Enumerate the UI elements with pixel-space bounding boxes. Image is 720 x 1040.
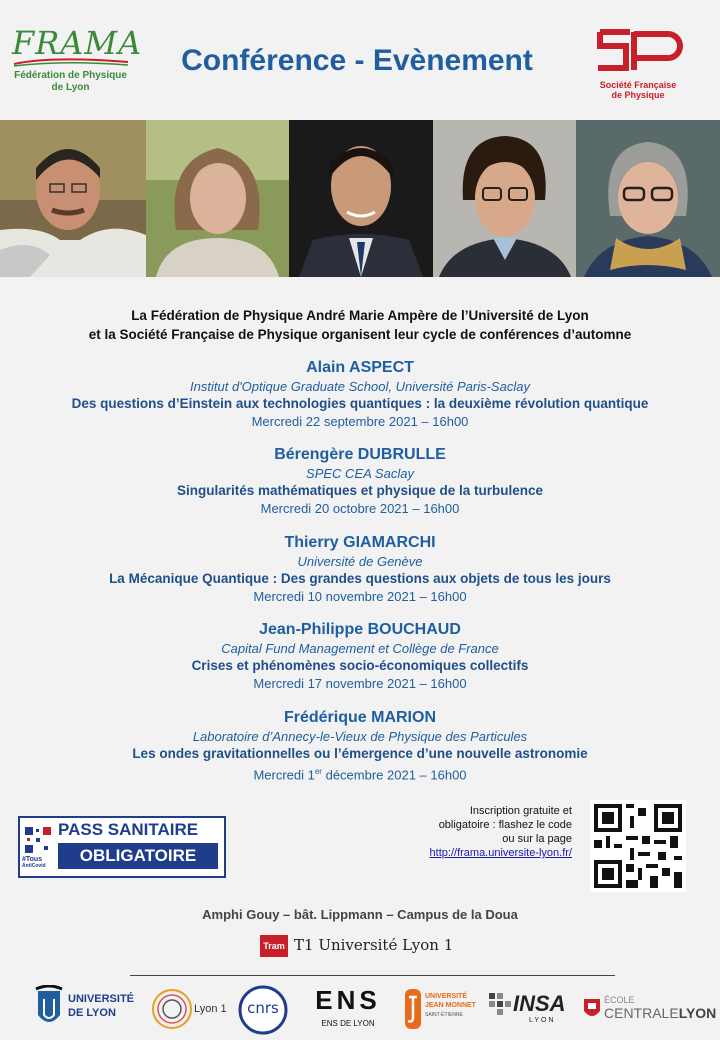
- speaker-photo-aspect: [0, 120, 146, 277]
- speaker-name: Jean-Philippe BOUCHAUD: [259, 621, 461, 638]
- insa-lyon-logo: INSA LYON: [487, 985, 571, 1035]
- sfp-logo-icon: [590, 24, 686, 76]
- talk-date: Mercredi 20 octobre 2021 – 16h00: [260, 501, 460, 516]
- speaker-name: Alain ASPECT: [306, 359, 414, 376]
- cnrs-logo: cnrs: [238, 985, 290, 1035]
- tous-anticovid-tag: #Tous AntiCovid: [22, 856, 46, 869]
- inscription-link[interactable]: http://frama.universite-lyon.fr/: [429, 847, 572, 859]
- speaker-block: [30, 708, 690, 783]
- tram-line-text: T1 Université Lyon 1: [294, 936, 454, 954]
- ujm-logo: UNIVERSITÉ JEAN MONNET SAINT-ÉTIENNE: [403, 985, 481, 1035]
- ujm-emblem-icon: [403, 987, 423, 1031]
- divider: [130, 975, 615, 976]
- centrale-lyon-logo: ÉCOLE CENTRALELYON: [580, 985, 710, 1035]
- tram-badge: Tram: [260, 935, 288, 957]
- talk-date: Mercredi 10 novembre 2021 – 16h00: [253, 589, 467, 604]
- speaker-block: [30, 533, 690, 605]
- sfp-logo-text: Société Française de Physique: [599, 80, 677, 100]
- qr-code-icon[interactable]: [590, 800, 686, 892]
- talk-title: Des questions d’Einstein aux technologies quantiques : la deuxième révolution quantique: [71, 396, 649, 411]
- centrale-crest-icon: [582, 997, 602, 1021]
- frama-subtitle: Fédération de Physique de Lyon: [14, 70, 127, 93]
- speaker-name: Frédérique MARION: [283, 709, 436, 726]
- speaker-block: [30, 620, 690, 692]
- lion-shield-icon: [34, 985, 64, 1033]
- speaker-photos: [0, 120, 720, 277]
- lyon1-logo: Lyon 1: [150, 985, 234, 1035]
- speaker-affiliation: SPEC CEA Saclay: [306, 466, 414, 481]
- speaker-affiliation: Université de Genève: [297, 554, 423, 569]
- speaker-photo-bouchaud: [433, 120, 576, 277]
- lyon1-circle-icon: [150, 987, 194, 1031]
- speaker-name: Thierry GIAMARCHI: [284, 534, 436, 551]
- speaker-affiliation: Institut d'Optique Graduate School, Université Paris-Saclay: [190, 379, 530, 394]
- universite-de-lyon-logo: UNIVERSITÉ DE LYON: [30, 985, 142, 1035]
- inscription-text: Inscription gratuite et obligatoire : flashez le code ou sur la page http://frama.universite-lyon.fr/: [429, 805, 572, 859]
- pass-obligatoire: OBLIGATOIRE: [58, 843, 218, 869]
- speaker-photo-giamarchi: [289, 120, 433, 277]
- talk-title: Les ondes gravitationnelles ou l’émergence d’une nouvelle astronomie: [132, 746, 588, 761]
- talk-title: La Mécanique Quantique : Des grandes questions aux objets de tous les jours: [109, 571, 611, 586]
- pass-title: PASS SANITAIRE: [58, 820, 199, 839]
- speaker-block: [30, 445, 690, 517]
- frama-logo: [12, 24, 142, 62]
- talk-date: Mercredi 17 novembre 2021 – 16h00: [253, 676, 467, 691]
- talk-date: Mercredi 22 septembre 2021 – 16h00: [251, 414, 469, 429]
- frama-swoosh-icon: [12, 58, 130, 68]
- speaker-affiliation: Capital Fund Management et Collège de France: [221, 641, 499, 656]
- intro-text: La Fédération de Physique André Marie Ampère de l’Université de Lyon et la Société Française de Physique organisent leur cycle de conférences d’automne: [88, 308, 632, 342]
- frama-logo-text: FRAMA: [12, 24, 143, 62]
- speaker-block: [30, 358, 690, 430]
- pass-qr-icon: [24, 826, 52, 854]
- speaker-name: Bérengère DUBRULLE: [274, 446, 446, 463]
- speaker-photo-dubrulle: [146, 120, 289, 277]
- ens-lyon-logo: ENS ENS DE LYON: [315, 985, 381, 1028]
- speaker-photo-marion: [576, 120, 720, 277]
- page-title: Conférence - Evènement: [181, 44, 533, 77]
- speaker-affiliation: Laboratoire d’Annecy-le-Vieux de Physique des Particules: [192, 729, 528, 744]
- talk-title: Crises et phénomènes socio-économiques collectifs: [191, 658, 529, 673]
- talk-date: Mercredi 1er décembre 2021 – 16h00: [253, 767, 467, 783]
- talk-title: Singularités mathématiques et physique de la turbulence: [176, 483, 544, 498]
- venue-text: Amphi Gouy – bât. Lippmann – Campus de la Doua: [202, 907, 518, 922]
